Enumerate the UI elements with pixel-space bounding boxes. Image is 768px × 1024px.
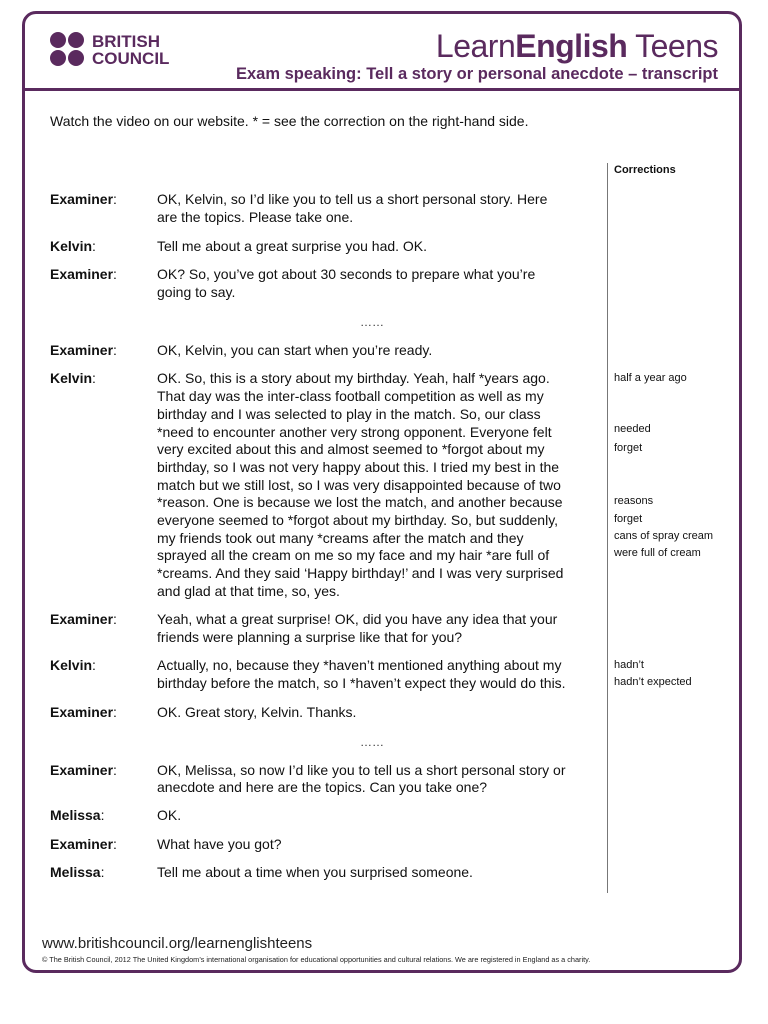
- corrections-divider: [607, 163, 608, 893]
- transcript-line: friends were planning a surprise like that for you?: [157, 629, 463, 645]
- transcript-line: and glad at that time, so, yes.: [157, 583, 340, 599]
- transcript-line: OK, Kelvin, you can start when you’re ready.: [157, 342, 433, 358]
- learnenglish-teens-brand: LearnEnglish Teens: [435, 28, 718, 64]
- transcript-line: Tell me about a great surprise you had. OK.: [157, 238, 428, 254]
- transcript-line: OK, Kelvin, so I’d like you to tell us a short personal story. Here: [157, 191, 548, 207]
- transcript-line: match but we still lost, so I was very disappointed because of two: [157, 477, 561, 493]
- transcript-line: That day was the inter-class football competition as well as my: [157, 388, 544, 404]
- corrections-heading: Corrections: [614, 164, 676, 176]
- logo-dots-icon: [50, 32, 88, 68]
- correction-item: were full of cream: [614, 547, 701, 559]
- speaker-label: Examiner:: [50, 191, 117, 207]
- speaker-label: Kelvin:: [50, 238, 96, 254]
- transcript-line: birthday, so I was not very happy about this. I tried my best in the: [157, 459, 560, 475]
- transcript-line: Yeah, what a great surprise! OK, did you have any idea that your: [157, 611, 558, 627]
- speaker-label: Kelvin:: [50, 370, 96, 386]
- correction-item: forget: [614, 513, 643, 525]
- footer-legal: © The British Council, 2012 The United Kingdom’s international organisation for educational opportunities and cultural relations. We are registered in England as a charity.: [42, 955, 591, 964]
- speaker-label: Examiner:: [50, 836, 117, 852]
- transcript-line: OK. So, this is a story about my birthday. Yeah, half *years ago.: [157, 370, 550, 386]
- correction-item: cans of spray cream: [614, 530, 714, 542]
- transcript-line: OK, Melissa, so now I’d like you to tell us a short personal story or: [157, 762, 566, 778]
- transcript-line: *reason. One is because we lost the match, and another because: [157, 494, 563, 510]
- transcript-line: birthday and I was selected to play in the match. So, our class: [157, 406, 541, 422]
- transcript-line: are the topics. Please take one.: [157, 209, 354, 225]
- transcript-line: *need to encounter another very strong opponent. Everyone felt: [157, 424, 552, 440]
- transcript-line: Actually, no, because they *haven’t mentioned anything about my: [157, 657, 562, 673]
- transcript-line: OK.: [157, 807, 182, 823]
- transcript-line: sprayed all the cream on me so my face and my hair *are full of: [157, 547, 550, 563]
- header-divider: [22, 88, 742, 91]
- correction-item: forget: [614, 442, 643, 454]
- transcript-line: anecdote and here are the topics. Can you take one?: [157, 779, 488, 795]
- speaker-label: Examiner:: [50, 611, 117, 627]
- correction-item: hadn’t expected: [614, 676, 692, 688]
- speaker-label: Melissa:: [50, 864, 105, 880]
- intro-instructions: Watch the video on our website. * = see the correction on the right-hand side.: [50, 113, 529, 129]
- speaker-label: Examiner:: [50, 762, 117, 778]
- transcript-line: very excited about this and almost seemed to *forgot about my: [157, 441, 545, 457]
- section-separator: ……: [360, 315, 384, 329]
- speaker-label: Examiner:: [50, 342, 117, 358]
- footer-url: www.britishcouncil.org/learnenglishteens: [42, 935, 313, 952]
- transcript-line: OK? So, you’ve got about 30 seconds to prepare what you’re: [157, 266, 536, 282]
- page-title: Exam speaking: Tell a story or personal anecdote – transcript: [235, 65, 718, 83]
- british-council-logo: [50, 32, 180, 68]
- transcript-line: birthday before the match, so I *haven’t expect they would do this.: [157, 675, 566, 691]
- transcript-line: everyone seemed to *forgot about my birthday. So, but suddenly,: [157, 512, 559, 528]
- section-separator: ……: [360, 735, 384, 749]
- correction-item: half a year ago: [614, 372, 687, 384]
- transcript-line: going to say.: [157, 284, 236, 300]
- correction-item: needed: [614, 423, 651, 435]
- logo-text-line2: COUNCIL: [92, 49, 170, 68]
- speaker-label: Examiner:: [50, 266, 117, 282]
- transcript-line: What have you got?: [157, 836, 282, 852]
- speaker-label: Examiner:: [50, 704, 117, 720]
- speaker-label: Melissa:: [50, 807, 105, 823]
- transcript-line: Tell me about a time when you surprised someone.: [157, 864, 473, 880]
- logo-text-line1: BRITISH: [92, 32, 160, 51]
- transcript-line: OK. Great story, Kelvin. Thanks.: [157, 704, 357, 720]
- correction-item: reasons: [614, 495, 654, 507]
- transcript-line: *creams. And they said ‘Happy birthday!’ and I was very surprised: [157, 565, 564, 581]
- speaker-label: Kelvin:: [50, 657, 96, 673]
- correction-item: hadn’t: [614, 659, 644, 671]
- transcript-line: my friends took out many *creams after the match and they: [157, 530, 524, 546]
